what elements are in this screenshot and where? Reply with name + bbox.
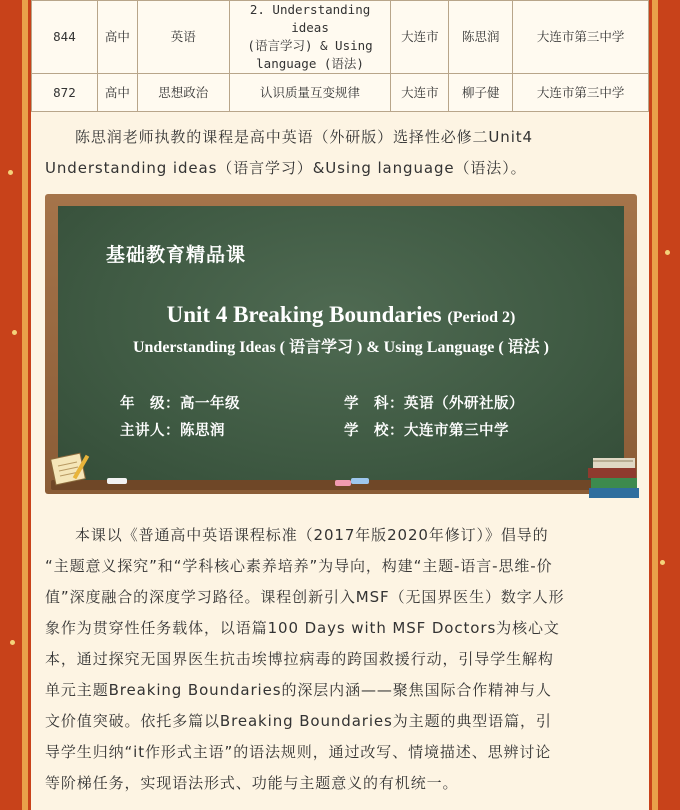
cell-lesson <box>229 1 391 74</box>
notepad-icon <box>49 452 93 486</box>
body-line: 文价值突破。依托多篇以Breaking Boundaries为主题的典型语篇，引 <box>45 712 552 730</box>
lesson-line: 2. Understanding ideas <box>249 2 371 35</box>
table-row <box>32 74 649 112</box>
body-line: 值”深度融合的深度学习路径。课程创新引入MSF（无国界医生）数字人形 <box>45 588 565 606</box>
frame-dot <box>660 560 665 565</box>
cell-level: 高中 <box>97 74 137 112</box>
intro-paragraph <box>45 122 637 184</box>
frame-stripe-right <box>652 0 658 810</box>
frame-dot <box>8 170 13 175</box>
article-paper <box>31 0 649 810</box>
chalkboard-image <box>45 194 637 508</box>
intro-line: Understanding ideas（语言学习）&Using language（语法）。 <box>45 159 527 177</box>
cell-level: 高中 <box>97 1 137 74</box>
lesson-line: (语言学习) & Using <box>247 38 373 53</box>
body-line-1: 本课以《普通高中英语课程标准（2017年版2020年修订）》倡导的 <box>75 526 549 544</box>
body-line: “主题意义探究”和“学科核心素养培养”为导向，构建“主题-语言-思维-价 <box>45 557 553 575</box>
lesson-line: 认识质量互变规律 <box>260 84 361 100</box>
board-corner-title: 基础教育精品课 <box>106 244 247 266</box>
cell-school: 大连市第三中学 <box>513 74 649 112</box>
chalk-stick <box>107 478 127 484</box>
board-title-text: Unit 4 Breaking Boundaries <box>166 302 442 327</box>
chalk-stick <box>335 480 351 486</box>
cell-subject: 思想政治 <box>137 74 229 112</box>
board-subject: 学 科：英语（外研社版） <box>344 395 524 412</box>
frame-dot <box>10 640 15 645</box>
cell-school: 大连市第三中学 <box>513 1 649 74</box>
cell-lesson <box>229 74 391 112</box>
body-line: 本，通过探究无国界医生抗击埃博拉病毒的跨国救援行动，引导学生解构 <box>45 650 554 668</box>
body-line: 象作为贯穿性任务载体，以语篇100 Days with MSF Doctors为核心文 <box>45 619 560 637</box>
cell-city: 大连市 <box>391 1 449 74</box>
chalkboard <box>58 206 624 482</box>
board-grade: 年 级：高一年级 <box>120 395 240 412</box>
cell-id: 872 <box>32 74 98 112</box>
lesson-line: language (语法) <box>256 56 364 71</box>
frame-stripe-left <box>22 0 28 810</box>
cell-subject: 英语 <box>137 1 229 74</box>
chalk-stick <box>351 478 369 484</box>
cell-teacher: 陈思润 <box>449 1 513 74</box>
body-line <box>45 520 637 551</box>
board-title <box>58 302 624 328</box>
board-subtitle: Understanding Ideas ( 语言学习 ) & Using Language ( 语法 ) <box>132 339 550 356</box>
lessons-table <box>31 0 649 112</box>
table-row <box>32 1 649 74</box>
board-school: 学 校：大连市第三中学 <box>344 422 509 439</box>
cell-teacher: 柳子健 <box>449 74 513 112</box>
books-icon <box>585 452 641 504</box>
body-paragraph <box>45 520 637 799</box>
cell-city: 大连市 <box>391 74 449 112</box>
intro-line <box>45 122 637 153</box>
body-line: 导学生归纳“it作形式主语”的语法规则，通过改写、情境描述、思辨讨论 <box>45 743 552 761</box>
cell-id: 844 <box>32 1 98 74</box>
board-speaker: 主讲人：陈思润 <box>120 422 225 439</box>
frame-dot <box>665 250 670 255</box>
board-period: (Period 2) <box>447 309 516 326</box>
body-line: 等阶梯任务，实现语法形式、功能与主题意义的有机统一。 <box>45 774 459 792</box>
intro-line-1: 陈思润老师执教的课程是高中英语（外研版）选择性必修二Unit4 <box>75 128 533 146</box>
frame-dot <box>12 330 17 335</box>
body-line: 单元主题Breaking Boundaries的深层内涵——聚焦国际合作精神与人 <box>45 681 552 699</box>
